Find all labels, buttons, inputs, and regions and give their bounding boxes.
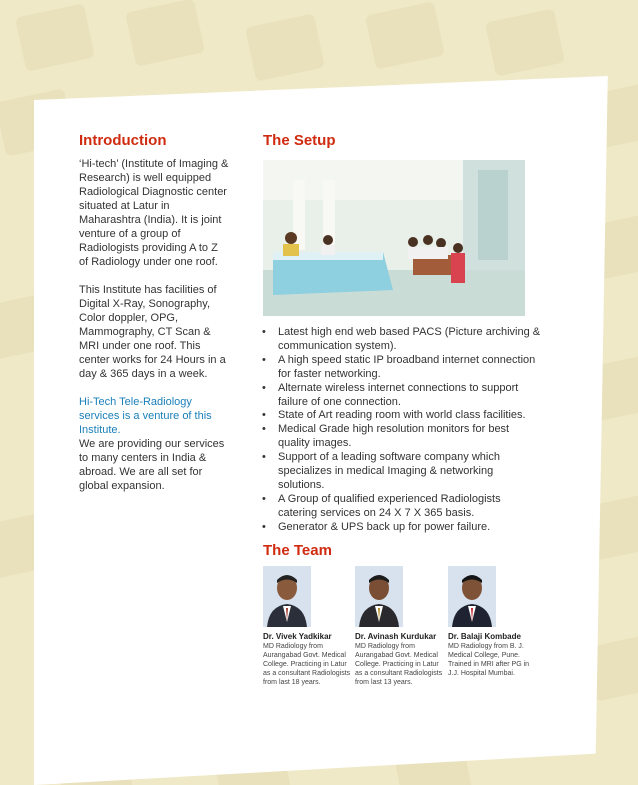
member-info: MD Radiology from B. J. Medical College, Pune. Trained in MRI after PG in J.J. Hospital Mumbai. [448, 643, 530, 677]
list-item: • Latest high end web based PACS (Picture archiving & communication system). [262, 326, 542, 354]
member-name: Dr. Balaji Kombade [448, 632, 521, 641]
list-item: • Support of a leading software company which specializes in medical Imaging & networking solutions. [262, 451, 542, 493]
setup-photo [263, 160, 525, 316]
intro-column [79, 157, 229, 507]
avatar [263, 566, 311, 627]
list-item: • Medical Grade high resolution monitors for best quality images. [262, 423, 542, 451]
list-item: • State of Art reading room with world class facilities. [262, 409, 542, 423]
list-item: • Generator & UPS back up for power failure. [262, 521, 542, 535]
intro-highlight: Hi-Tech Tele-Radiology services is a venture of this Institute. [79, 396, 212, 436]
list-item: • A high speed static IP broadband internet connection for faster networking. [262, 354, 542, 382]
member-info: MD Radiology from Aurangabad Govt. Medical College. Practicing in Latur as a consultant Radiologists from last 13 years. [355, 643, 443, 686]
intro-paragraph-1: ‘Hi-tech’ (Institute of Imaging & Research) is well equipped Radiological Diagnostic center situated at Latur in Maharashtra (India). It is joint venture of a group of Radiologists providing A to Z of Radiology under one roof. [79, 158, 229, 268]
intro-paragraph-3: We are providing our services to many centers in India & abroad. We are all set for global expansion. [79, 438, 225, 492]
avatar [448, 566, 496, 627]
intro-paragraph-2: This Institute has facilities of Digital X-Ray, Sonography, Color doppler, OPG, Mammography, CT Scan & MRI under one roof. This center works for 24 Hours in a day & 365 days in a week. [79, 284, 226, 380]
member-name: Dr. Avinash Kurdukar [355, 632, 437, 641]
member-info: MD Radiology from Aurangabad Govt. Medical College. Practicing in Latur as a consultant Radiologists from last 18 years. [263, 643, 351, 686]
team-heading: The Team [263, 542, 332, 559]
member-name: Dr. Vivek Yadkikar [263, 632, 332, 641]
setup-heading: The Setup [263, 132, 336, 149]
list-item: • A Group of qualified experienced Radiologists catering services on 24 X 7 X 365 basis. [262, 493, 542, 521]
team-member-1 [263, 566, 355, 687]
team-member-2 [355, 566, 447, 687]
intro-heading: Introduction [79, 132, 167, 149]
setup-bullet-list [262, 326, 542, 535]
list-item: • Alternate wireless internet connections to support failure of one connection. [262, 382, 542, 410]
avatar [355, 566, 403, 627]
team-member-3 [448, 566, 540, 678]
